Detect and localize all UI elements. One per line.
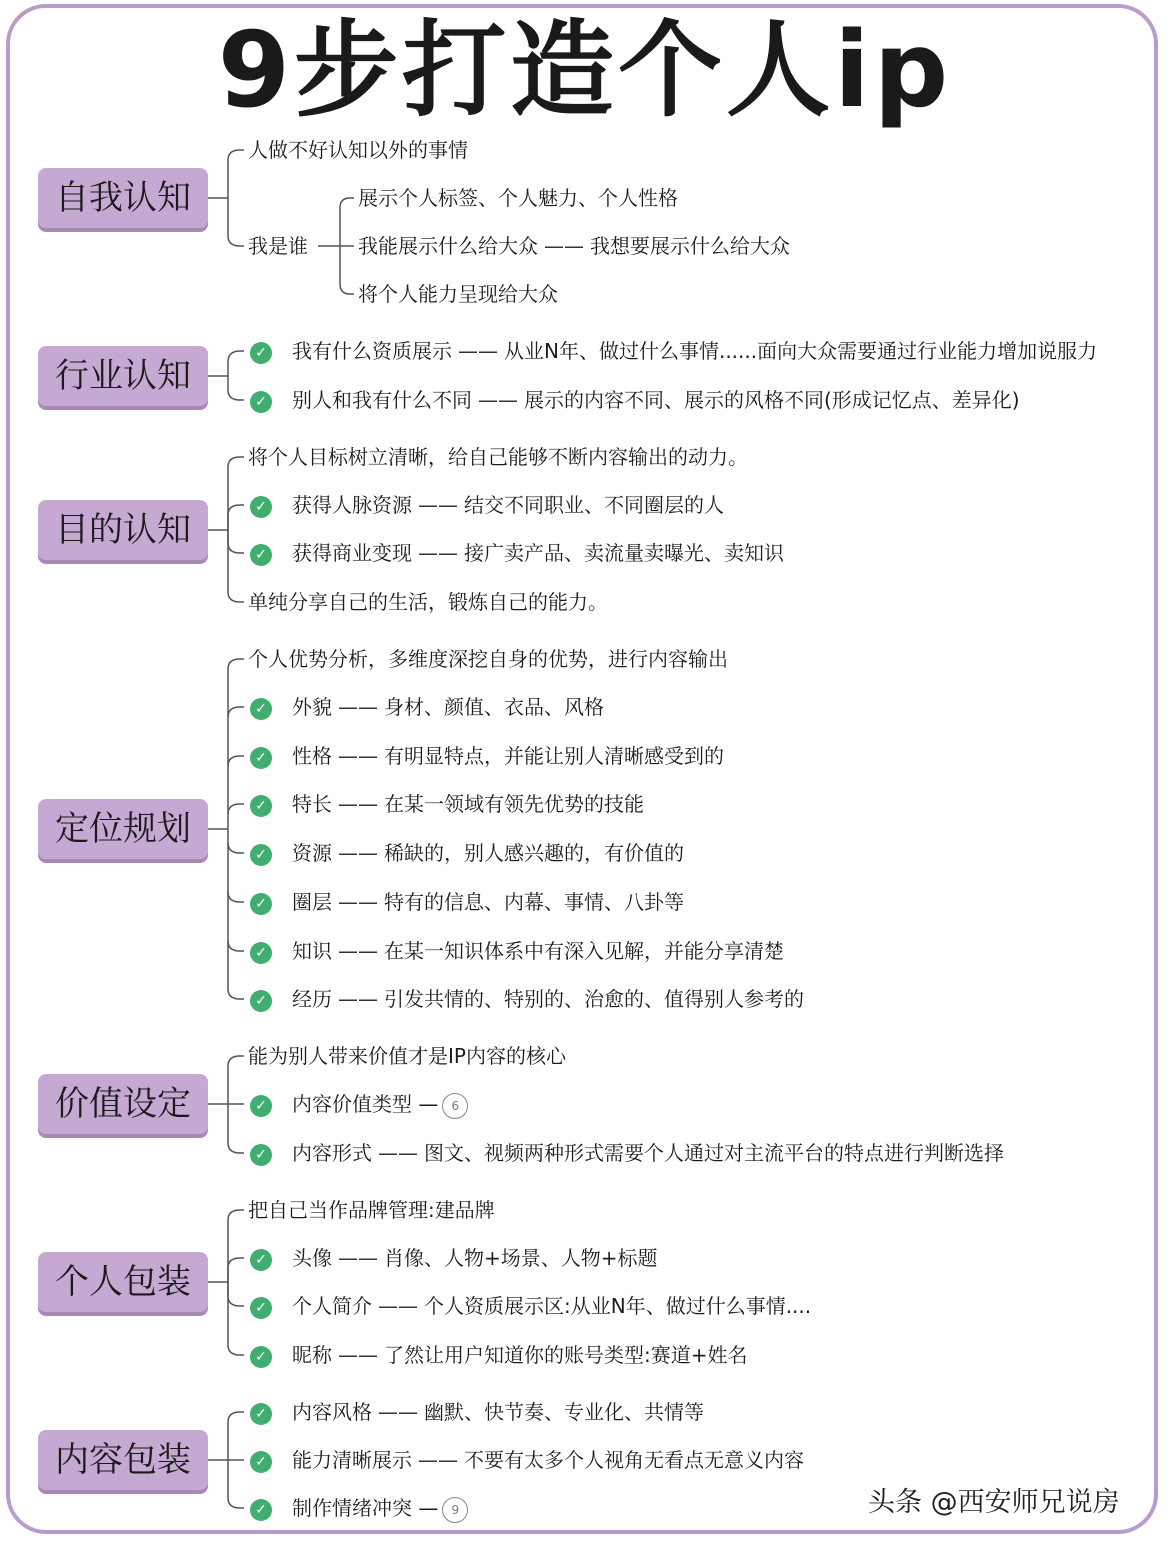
branch-item	[250, 1493, 468, 1523]
branch-detail: 稀缺的，别人感兴趣的，有价值的	[384, 841, 684, 865]
branch-label: 我能展示什么给大众	[358, 234, 538, 258]
check-icon: ✓	[250, 942, 272, 964]
check-icon: ✓	[250, 795, 272, 817]
check-icon: ✓	[250, 496, 272, 518]
page-title: 9步打造个人ip	[217, 9, 953, 131]
check-icon: ✓	[250, 844, 272, 866]
branch-item	[250, 789, 644, 819]
branch-text: 个人优势分析，多维度深挖自身的优势，进行内容输出	[248, 647, 728, 671]
branch-item	[250, 336, 1097, 366]
branch-label: 能力清晰展示	[292, 1448, 412, 1472]
check-icon: ✓	[250, 1297, 272, 1319]
check-icon: ✓	[250, 698, 272, 720]
branch-detail: 个人资质展示区:从业N年、做过什么事情....	[424, 1294, 812, 1318]
check-icon: ✓	[250, 342, 272, 364]
branch-detail: 身材、颜值、衣品、风格	[384, 695, 604, 719]
dash-connector: ——	[544, 234, 584, 258]
branch-detail: 了然让用户知道你的账号类型:赛道+姓名	[384, 1343, 748, 1367]
check-icon: ✓	[250, 544, 272, 566]
branch-detail: 在某一领域有领先优势的技能	[384, 792, 644, 816]
branch-label: 个人简介	[292, 1294, 372, 1318]
branch-label: 内容风格	[292, 1400, 372, 1424]
dash-connector: ——	[378, 1294, 418, 1318]
branch-label: 头像	[292, 1246, 332, 1270]
check-icon: ✓	[250, 747, 272, 769]
check-icon: ✓	[250, 893, 272, 915]
branch-label: 特长	[292, 792, 332, 816]
check-icon: ✓	[250, 1095, 272, 1117]
dash-connector: ——	[338, 792, 378, 816]
category-content-packaging: 内容包装	[38, 1430, 208, 1490]
branch-detail: 特有的信息、内幕、事情、八卦等	[384, 890, 684, 914]
dash-connector: ——	[378, 1141, 418, 1165]
dash-connector: ——	[338, 939, 378, 963]
check-icon: ✓	[250, 1499, 272, 1521]
branch-detail: 我想要展示什么给大众	[590, 234, 790, 258]
category-value-setting: 价值设定	[38, 1074, 208, 1134]
category-purpose-awareness: 目的认知	[38, 500, 208, 560]
branch-detail: 有明显特点，并能让别人清晰感受到的	[384, 744, 724, 768]
branch-item	[250, 1243, 658, 1273]
branch-detail: 从业N年、做过什么事情......面向大众需要通过行业能力增加说服力	[504, 339, 1098, 363]
branch-label: 别人和我有什么不同	[292, 388, 472, 412]
branch-label: 获得人脉资源	[292, 493, 412, 517]
branch-label: 外貌	[292, 695, 332, 719]
branch-detail: 在某一知识体系中有深入见解，并能分享清楚	[384, 939, 784, 963]
branch-detail: 接广卖产品、卖流量卖曝光、卖知识	[464, 541, 784, 565]
branch-detail: 图文、视频两种形式需要个人通过对主流平台的特点进行判断选择	[424, 1141, 1004, 1165]
sub-branch-text: 展示个人标签、个人魅力、个人性格	[358, 186, 678, 210]
dash-connector: ——	[338, 987, 378, 1011]
dash-connector: ——	[418, 493, 458, 517]
branch-label: 经历	[292, 987, 332, 1011]
branch-text: 我是谁	[248, 234, 308, 258]
dash-connector: ——	[478, 388, 518, 412]
branch-item	[250, 1397, 704, 1427]
branch-item	[250, 1291, 811, 1321]
check-icon: ✓	[250, 1403, 272, 1425]
check-icon: ✓	[250, 1451, 272, 1473]
branch-label: 我有什么资质展示	[292, 339, 452, 363]
branch-label: 昵称	[292, 1343, 332, 1367]
branch-item	[250, 984, 804, 1014]
branch-item	[250, 490, 724, 520]
category-self-awareness: 自我认知	[38, 168, 208, 228]
branch-item	[250, 538, 784, 568]
dash-connector: ——	[338, 890, 378, 914]
check-icon: ✓	[250, 391, 272, 413]
dash-connector: ——	[418, 541, 458, 565]
check-icon: ✓	[250, 1144, 272, 1166]
branch-label: 圈层	[292, 890, 332, 914]
branch-item	[250, 1089, 468, 1119]
dash-connector: —	[412, 1092, 439, 1116]
branch-item	[250, 385, 1020, 415]
branch-item	[250, 1340, 748, 1370]
dash-connector: ——	[458, 339, 498, 363]
branch-item	[250, 838, 684, 868]
branch-detail: 结交不同职业、不同圈层的人	[464, 493, 724, 517]
dash-connector: —	[412, 1496, 439, 1520]
check-icon: ✓	[250, 1249, 272, 1271]
category-personal-packaging: 个人包装	[38, 1252, 208, 1312]
branch-item	[250, 1445, 804, 1475]
branch-text: 将个人目标树立清晰，给自己能够不断内容输出的动力。	[248, 445, 748, 469]
check-icon: ✓	[250, 1346, 272, 1368]
category-industry-awareness: 行业认知	[38, 346, 208, 406]
branch-detail: 展示的内容不同、展示的风格不同(形成记忆点、差异化)	[524, 388, 1020, 412]
branch-item	[250, 1138, 1004, 1168]
branch-detail: 不要有太多个人视角无看点无意义内容	[464, 1448, 804, 1472]
branch-text: 把自己当作品牌管理:建品牌	[248, 1198, 495, 1222]
branch-item	[250, 887, 684, 917]
branch-label: 资源	[292, 841, 332, 865]
branch-detail: 引发共情的、特别的、治愈的、值得别人参考的	[384, 987, 804, 1011]
sub-branch-text: 将个人能力呈现给大众	[358, 282, 558, 306]
branch-detail: 幽默、快节奏、专业化、共情等	[424, 1400, 704, 1424]
collapsed-count-badge[interactable]: 6	[442, 1093, 468, 1119]
collapsed-count-badge[interactable]: 9	[442, 1497, 468, 1523]
sub-branch-pair	[358, 231, 790, 261]
category-positioning: 定位规划	[38, 799, 208, 859]
dash-connector: ——	[338, 744, 378, 768]
branch-text: 能为别人带来价值才是IP内容的核心	[248, 1044, 566, 1068]
branch-label: 知识	[292, 939, 332, 963]
branch-label: 制作情绪冲突	[292, 1496, 412, 1520]
dash-connector: ——	[338, 695, 378, 719]
watermark: 头条 @西安师兄说房	[868, 1487, 1120, 1518]
branch-label: 性格	[292, 744, 332, 768]
dash-connector: ——	[338, 1246, 378, 1270]
branch-item	[250, 692, 604, 722]
branch-text: 单纯分享自己的生活，锻炼自己的能力。	[248, 590, 608, 614]
branch-label: 内容价值类型	[292, 1092, 412, 1116]
branch-label: 获得商业变现	[292, 541, 412, 565]
dash-connector: ——	[338, 1343, 378, 1367]
branch-item	[250, 936, 784, 966]
dash-connector: ——	[418, 1448, 458, 1472]
branch-item	[250, 741, 724, 771]
check-icon: ✓	[250, 990, 272, 1012]
branch-label: 内容形式	[292, 1141, 372, 1165]
branch-text: 人做不好认知以外的事情	[248, 138, 468, 162]
dash-connector: ——	[338, 841, 378, 865]
branch-detail: 肖像、人物+场景、人物+标题	[384, 1246, 658, 1270]
dash-connector: ——	[378, 1400, 418, 1424]
